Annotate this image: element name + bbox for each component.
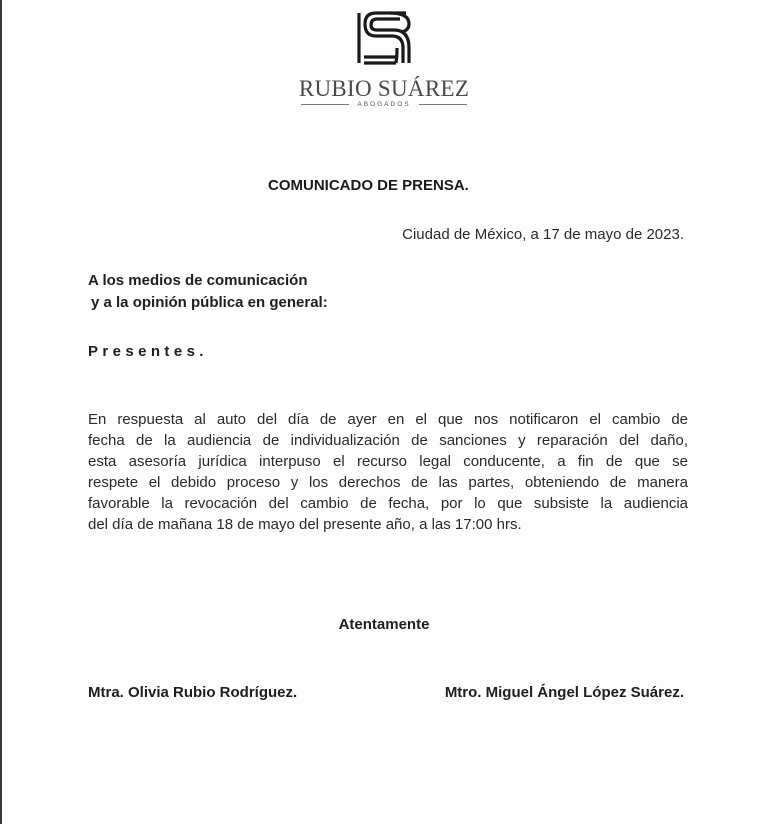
closing-row bbox=[0, 616, 768, 633]
firm-name: RUBIO SUÁREZ bbox=[298, 76, 470, 101]
firm-subtitle: ABOGADOS bbox=[357, 101, 411, 108]
letterhead-logo bbox=[0, 10, 768, 66]
addressee-line-1: A los medios de comunicación bbox=[88, 272, 308, 289]
rs-monogram-icon bbox=[354, 10, 414, 66]
body-line: En respuesta al auto del día de ayer en el que nos notificaron el cambio de bbox=[88, 411, 688, 428]
signatory-left: Mtra. Olivia Rubio Rodríguez. bbox=[88, 684, 298, 701]
body-line: respete el debido proceso y los derechos de las partes, obteniendo de manera bbox=[88, 474, 688, 491]
body-line: esta asesoría jurídica interpuso el recurso legal conducente, a fin de que se bbox=[88, 453, 688, 470]
addressee-line-2: y a la opinión pública en general: bbox=[91, 294, 328, 311]
firm-subtitle-row bbox=[0, 101, 768, 108]
salutation: Presentes. bbox=[88, 343, 208, 360]
place-date: Ciudad de México, a 17 de mayo de 2023. bbox=[402, 226, 684, 243]
addressee-block bbox=[88, 270, 328, 314]
body-paragraph bbox=[88, 409, 688, 535]
closing-text: Atentamente bbox=[338, 616, 430, 633]
signatory-right: Mtro. Miguel Ángel López Suárez. bbox=[444, 684, 684, 701]
body-line: fecha de la audiencia de individualización de sanciones y reparación del daño, bbox=[88, 432, 688, 449]
body-line: favorable la revocación del cambio de fecha, por lo que subsiste la audiencia bbox=[88, 495, 688, 512]
divider-line-right bbox=[419, 104, 467, 105]
divider-line-left bbox=[301, 104, 349, 105]
body-line: del día de mañana 18 de mayo del presente año, a las 17:00 hrs. bbox=[88, 516, 522, 533]
document-title: COMUNICADO DE PRENSA. bbox=[268, 177, 469, 194]
